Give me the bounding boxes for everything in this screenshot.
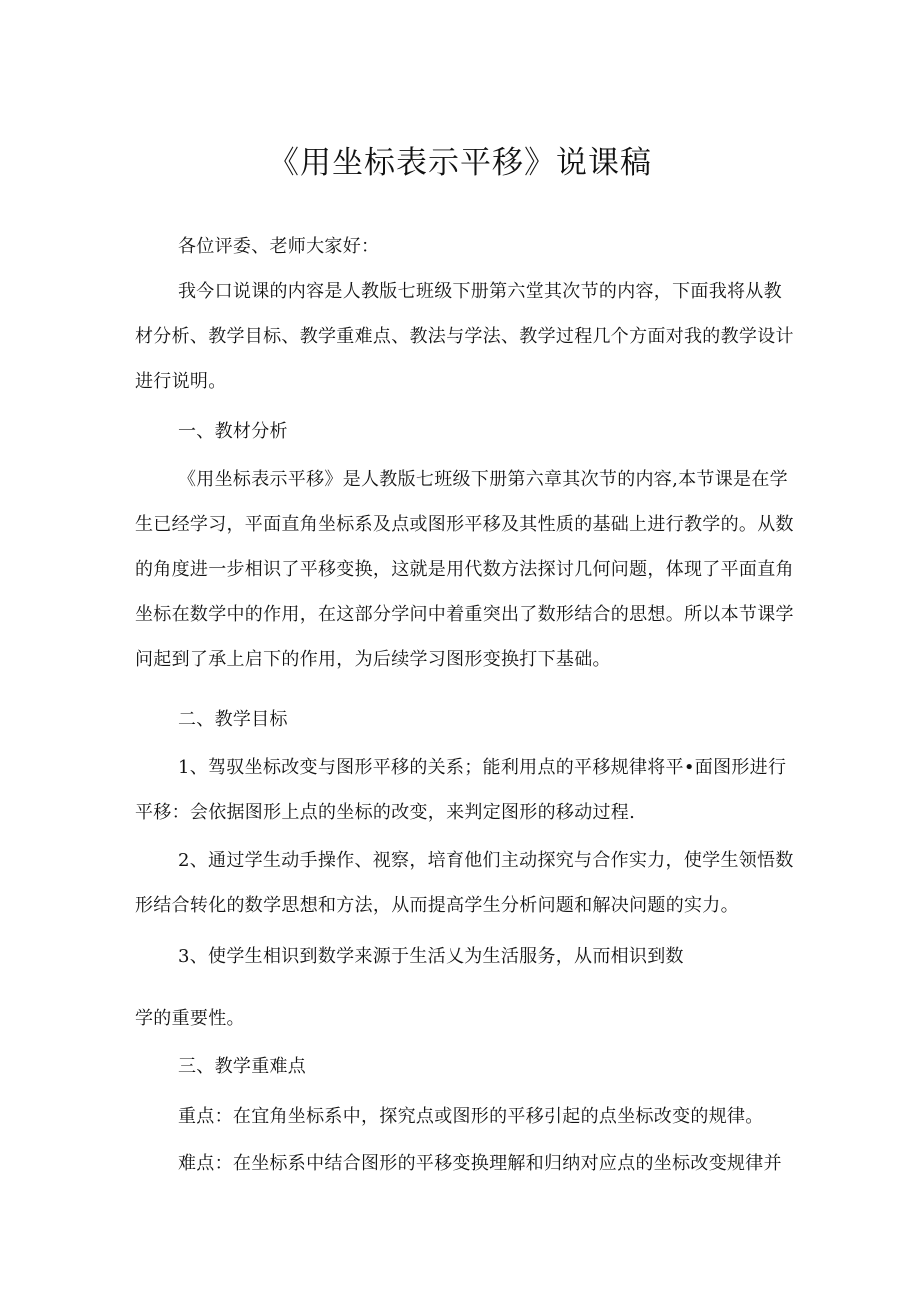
document-title: 《用坐标表示平移》说课稿 (268, 145, 652, 181)
greeting-paragraph: 各位评委、老师大家好： (178, 236, 380, 257)
goal-3-line-2: 学的重要性。 (135, 1008, 245, 1029)
goal-3-line-1: 3、使学生相识到数学来源于生活乂为生活服务，从而相识到数 (178, 946, 684, 967)
section-heading-materials: 一、教材分析 (178, 421, 288, 442)
goal-2-paragraph: 2、通过学生动手操作、视察，培育他们主动探究与合作实力，使学生领悟数形结合转化的数学思想和方法，从而提高学生分析问题和解决问题的实力。 (135, 850, 794, 916)
section-heading-goals: 二、教学目标 (178, 709, 288, 730)
difficult-point-paragraph: 难点：在坐标系中结合图形的平移变换理解和归纳对应点的坐标改变规律并 (178, 1153, 782, 1174)
goal-1-paragraph: 1、驾驭坐标改变与图形平移的关系；能利用点的平移规律将平•面图形进行平移：会依据图形上点的坐标的改变，来判定图形的移动过程. (135, 757, 787, 823)
materials-analysis-paragraph: 《用坐标表示平移》是人教版七班级下册第六章其次节的内容,本节课是在学生已经学习，平面直角坐标系及点或图形平移及其性质的基础上进行教学的。从数的角度进一步相识了平移变换，这就是用代数方法探讨几何问题，体现了平面直角坐标在数学中的作用，在这部分学问中着重突出了数形结合的思想。所以本节课学问起到了承上启下的作用，为后续学习图形变换打下基础。 (135, 469, 794, 670)
section-heading-key-difficult: 三、教学重难点 (178, 1056, 307, 1077)
key-point-paragraph: 重点：在宜角坐标系中，探究点或图形的平移引起的点坐标改变的规律。 (178, 1106, 764, 1127)
intro-paragraph: 我今口说课的内容是人教版七班级下册第六堂其次节的内容，下面我将从教材分析、教学目标、教学重难点、教法与学法、教学过程几个方面对我的教学设计进行说明。 (135, 281, 794, 392)
